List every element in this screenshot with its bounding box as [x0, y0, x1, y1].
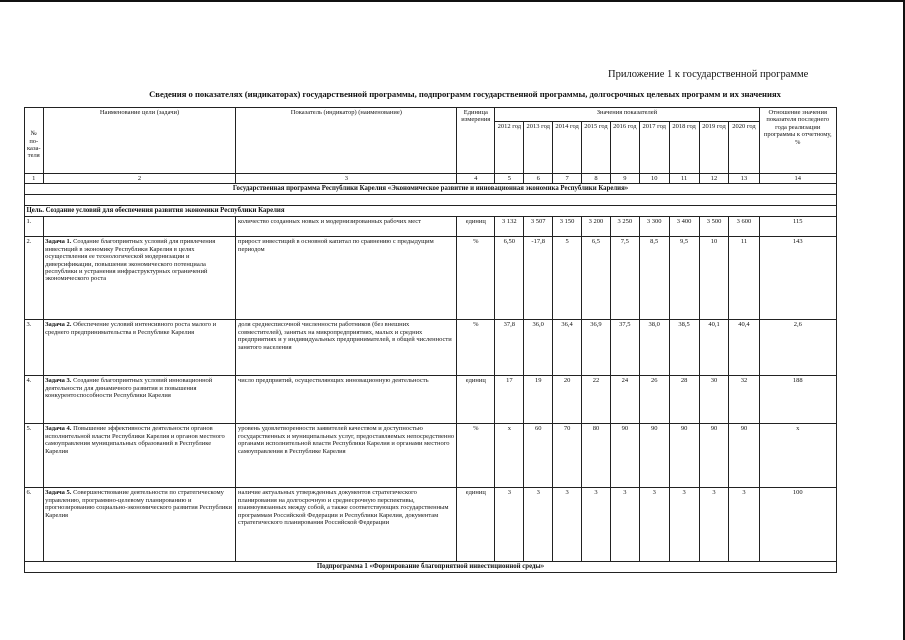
row-task — [43, 376, 236, 424]
row-value: 3 — [669, 488, 699, 562]
row-number: 4. — [25, 376, 44, 424]
row-value: 3 — [524, 488, 553, 562]
row-indicator: уровень удовлетворенности заявителей качеством и доступностью государственных и муниципальных услуг, предоставляемых непосредственно органами исполнительной власти Республики Карелия и органами местного самоуправления в Республике Карелия — [236, 424, 457, 488]
row-unit: единиц — [457, 376, 495, 424]
row-value: 30 — [699, 376, 729, 424]
annex-label: Приложение 1 к государственной программе — [608, 69, 809, 80]
row-value: 37,5 — [610, 320, 639, 376]
row-value: 3 — [610, 488, 639, 562]
header-year: 2017 год — [639, 122, 669, 174]
row-value: 3 — [495, 488, 524, 562]
subprogram-title: Подпрограмма 1 «Формирование благоприятной инвестиционной среды» — [25, 562, 837, 573]
row-value: 36,9 — [582, 320, 611, 376]
row-task — [43, 424, 236, 488]
row-unit: % — [457, 237, 495, 320]
row-value: 17 — [495, 376, 524, 424]
column-number: 1 — [25, 174, 44, 184]
row-value: 3 600 — [729, 217, 759, 237]
row-value: 40,4 — [729, 320, 759, 376]
column-number: 14 — [759, 174, 837, 184]
row-ratio: 100 — [759, 488, 837, 562]
header-year: 2014 год — [553, 122, 582, 174]
row-value: 38,0 — [639, 320, 669, 376]
row-value: 22 — [582, 376, 611, 424]
row-value: 28 — [669, 376, 699, 424]
row-value: 3 132 — [495, 217, 524, 237]
row-indicator: доля среднесписочной численности работников (без внешних совместителей), занятых на микропредприятиях, малых и средних предприятиях и у индивидуальных предпринимателей, в общей численности занятого населения — [236, 320, 457, 376]
row-number: 5. — [25, 424, 44, 488]
row-value: 20 — [553, 376, 582, 424]
column-number: 10 — [639, 174, 669, 184]
row-value: 3 400 — [669, 217, 699, 237]
header-ratio: Отношение значения показателя последнего года реализации программы к отчетному, % — [759, 108, 837, 174]
row-indicator: наличие актуальных утвержденных документов стратегического планирования на долгосрочную и среднесрочную перспективы, взаимоувязанных между собой, а также соответствующих государственным программам Российской Федерации и Республики Карелия, документам стратегического планирования Российской Федерации — [236, 488, 457, 562]
column-number: 8 — [582, 174, 611, 184]
row-value: 26 — [639, 376, 669, 424]
row-value: 32 — [729, 376, 759, 424]
task-text: Создание благоприятных условий для привлечения инвестиций в экономику Республики Карелия в целях осуществления ее технологической модернизации и диверсификации, повышения экономического потенциала республики и устранения инфраструктурных ограничений экономического роста — [45, 238, 216, 283]
row-task — [43, 320, 236, 376]
row-value: 3 — [729, 488, 759, 562]
row-unit: % — [457, 424, 495, 488]
row-ratio: 143 — [759, 237, 837, 320]
row-unit: единиц — [457, 217, 495, 237]
row-value: 38,5 — [669, 320, 699, 376]
task-text: Создание благоприятных условий инновационной деятельности для динамичного развития и повышения конкурентоспособности Республики Карелия — [45, 377, 213, 400]
header-year: 2013 год — [524, 122, 553, 174]
table-row — [25, 488, 837, 562]
header-year: 2020 год — [729, 122, 759, 174]
row-value: 90 — [699, 424, 729, 488]
row-number: 2. — [25, 237, 44, 320]
row-value: 70 — [553, 424, 582, 488]
row-value: 9,5 — [669, 237, 699, 320]
column-number: 9 — [610, 174, 639, 184]
table-row — [25, 376, 837, 424]
column-number: 13 — [729, 174, 759, 184]
row-value: 3 — [582, 488, 611, 562]
column-number: 4 — [457, 174, 495, 184]
row-indicator: прирост инвестиций в основной капитал по сравнению с предыдущим периодом — [236, 237, 457, 320]
row-value: 10 — [699, 237, 729, 320]
column-number: 7 — [553, 174, 582, 184]
task-label: Задача 5. — [45, 489, 72, 497]
header-indicator: Показатель (индикатор) (наименование) — [236, 108, 457, 174]
row-value: 8,5 — [639, 237, 669, 320]
row-indicator: количество созданных новых и модернизированных рабочих мест — [236, 217, 457, 237]
row-value: 3 500 — [699, 217, 729, 237]
row-number: 3. — [25, 320, 44, 376]
row-value: 3 507 — [524, 217, 553, 237]
header-year: 2019 год — [699, 122, 729, 174]
column-number: 11 — [669, 174, 699, 184]
column-number: 3 — [236, 174, 457, 184]
row-value: 6,50 — [495, 237, 524, 320]
scan-edge-top — [0, 0, 905, 2]
goal-title: Цель. Создание условий для обеспечения развития экономики Республики Карелия — [25, 206, 837, 217]
row-value: 3 250 — [610, 217, 639, 237]
document-title: Сведения о показателях (индикаторах) государственной программы, подпрограмм государственной программы, долгосрочных целевых программ и их значениях — [149, 89, 781, 99]
header-values: Значения показателей — [495, 108, 759, 122]
row-value: 36,0 — [524, 320, 553, 376]
row-number: 1. — [25, 217, 44, 237]
row-value: x — [495, 424, 524, 488]
row-value: 90 — [669, 424, 699, 488]
row-value: 24 — [610, 376, 639, 424]
row-unit: единиц — [457, 488, 495, 562]
row-number: 6. — [25, 488, 44, 562]
column-number: 2 — [43, 174, 236, 184]
row-value: 90 — [610, 424, 639, 488]
table-row — [25, 237, 837, 320]
row-value: 3 150 — [553, 217, 582, 237]
row-ratio: x — [759, 424, 837, 488]
task-text: Совершенствование деятельности по стратегическому управлению, программно-целевому планированию и прогнозированию социально-экономического развития Республики Карелия — [45, 489, 232, 519]
row-value: 40,1 — [699, 320, 729, 376]
task-label: Задача 2. — [45, 321, 72, 329]
row-value: 60 — [524, 424, 553, 488]
task-text: Повышение эффективности деятельности органов исполнительной власти Республики Карелия и органов местного самоуправления муниципальных образований в Республике Карелия — [45, 425, 225, 455]
table-row — [25, 320, 837, 376]
task-label: Задача 1. — [45, 238, 72, 246]
column-number: 6 — [524, 174, 553, 184]
row-value: 80 — [582, 424, 611, 488]
row-value: 6,5 — [582, 237, 611, 320]
header-year: 2018 год — [669, 122, 699, 174]
task-label: Задача 3. — [45, 377, 72, 385]
header-unit: Единица измерения — [457, 108, 495, 174]
column-number: 5 — [495, 174, 524, 184]
row-value: -17,8 — [524, 237, 553, 320]
header-year: 2016 год — [610, 122, 639, 174]
row-value: 90 — [639, 424, 669, 488]
header-goal: Наименование цели (задачи) — [43, 108, 236, 174]
task-text: Обеспечение условий интенсивного роста малого и среднего предпринимательства в Республике Карелия — [45, 321, 217, 336]
row-value: 3 200 — [582, 217, 611, 237]
row-task — [43, 488, 236, 562]
indicators-table — [24, 107, 837, 573]
row-ratio: 2,6 — [759, 320, 837, 376]
spacer-row — [25, 195, 837, 206]
row-value: 36,4 — [553, 320, 582, 376]
row-ratio: 188 — [759, 376, 837, 424]
column-number: 12 — [699, 174, 729, 184]
row-value: 3 — [699, 488, 729, 562]
row-value: 19 — [524, 376, 553, 424]
row-value: 7,5 — [610, 237, 639, 320]
table-row — [25, 217, 837, 237]
row-task — [43, 217, 236, 237]
row-value: 37,8 — [495, 320, 524, 376]
row-unit: % — [457, 320, 495, 376]
task-label: Задача 4. — [45, 425, 72, 433]
row-task — [43, 237, 236, 320]
row-value: 11 — [729, 237, 759, 320]
row-value: 3 300 — [639, 217, 669, 237]
header-number: № по- каза- теля — [25, 108, 44, 174]
header-year: 2015 год — [582, 122, 611, 174]
row-value: 5 — [553, 237, 582, 320]
row-value: 3 — [553, 488, 582, 562]
row-value: 3 — [639, 488, 669, 562]
row-value: 90 — [729, 424, 759, 488]
header-year: 2012 год — [495, 122, 524, 174]
row-indicator: число предприятий, осуществляющих инновационную деятельность — [236, 376, 457, 424]
table-row — [25, 424, 837, 488]
program-title: Государственная программа Республики Карелия «Экономическое развитие и инновационная экономика Республики Карелия» — [25, 184, 837, 195]
row-ratio: 115 — [759, 217, 837, 237]
